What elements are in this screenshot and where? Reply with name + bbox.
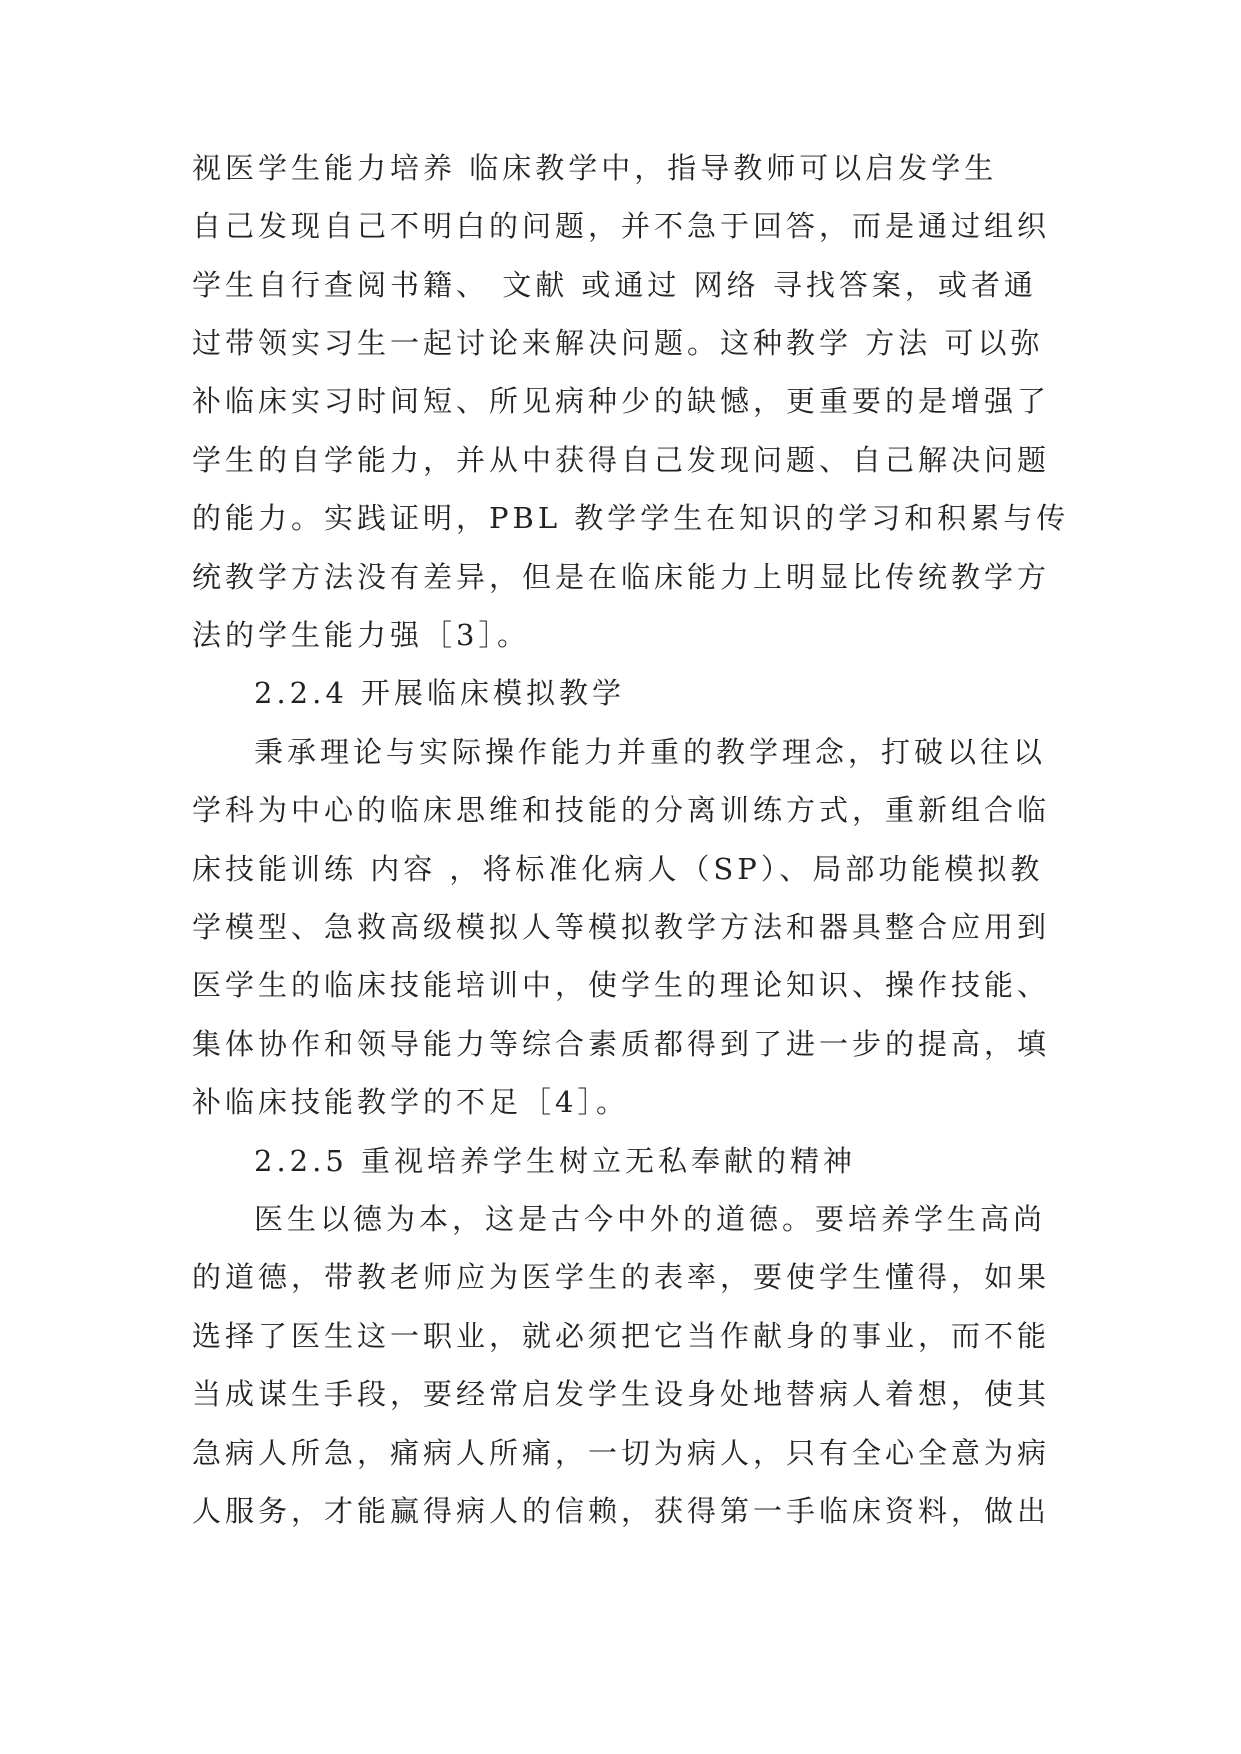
text-line: 统教学方法没有差异，但是在临床能力上明显比传统教学方	[192, 560, 1051, 594]
section-heading-2-2-4: 2.2.4 开展临床模拟教学	[254, 676, 626, 710]
text-line: 学生的自学能力，并从中获得自己发现问题、自己解决问题	[192, 443, 1051, 477]
text-line: 人服务，才能赢得病人的信赖，获得第一手临床资料，做出	[192, 1494, 1051, 1528]
section-heading-2-2-5: 2.2.5 重视培养学生树立无私奉献的精神	[254, 1144, 857, 1178]
text-line: 急病人所急，痛病人所痛，一切为病人，只有全心全意为病	[192, 1436, 1051, 1470]
text-line: 当成谋生手段，要经常启发学生设身处地替病人着想，使其	[192, 1377, 1051, 1411]
text-line: 医生以德为本，这是古今中外的道德。要培养学生高尚	[254, 1202, 1047, 1236]
text-line: 过带领实习生一起讨论来解决问题。这种教学 方法 可以弥	[192, 326, 1044, 360]
text-line: 视医学生能力培养 临床教学中，指导教师可以启发学生	[192, 151, 998, 185]
text-line: 的能力。实践证明，PBL 教学学生在知识的学习和积累与传	[192, 501, 1070, 535]
text-line: 自己发现自己不明白的问题，并不急于回答，而是通过组织	[192, 209, 1051, 243]
text-line: 法的学生能力强［3］。	[192, 618, 530, 652]
text-line: 学生自行查阅书籍、 文献 或通过 网络 寻找答案，或者通	[192, 268, 1037, 302]
text-line: 学科为中心的临床思维和技能的分离训练方式，重新组合临	[192, 793, 1051, 827]
text-line: 床技能训练 内容 ，将标准化病人（SP）、局部功能模拟教	[192, 852, 1044, 886]
text-line: 学模型、急救高级模拟人等模拟教学方法和器具整合应用到	[192, 910, 1051, 944]
text-line: 选择了医生这一职业，就必须把它当作献身的事业，而不能	[192, 1319, 1051, 1353]
text-line: 补临床实习时间短、所见病种少的缺憾，更重要的是增强了	[192, 384, 1051, 418]
text-line: 秉承理论与实际操作能力并重的教学理念，打破以往以	[254, 735, 1047, 769]
text-line: 医学生的临床技能培训中，使学生的理论知识、操作技能、	[192, 968, 1051, 1002]
text-line: 补临床技能教学的不足［4］。	[192, 1085, 629, 1119]
text-line: 集体协作和领导能力等综合素质都得到了进一步的提高，填	[192, 1027, 1051, 1061]
text-line: 的道德，带教老师应为医学生的表率，要使学生懂得，如果	[192, 1260, 1051, 1294]
